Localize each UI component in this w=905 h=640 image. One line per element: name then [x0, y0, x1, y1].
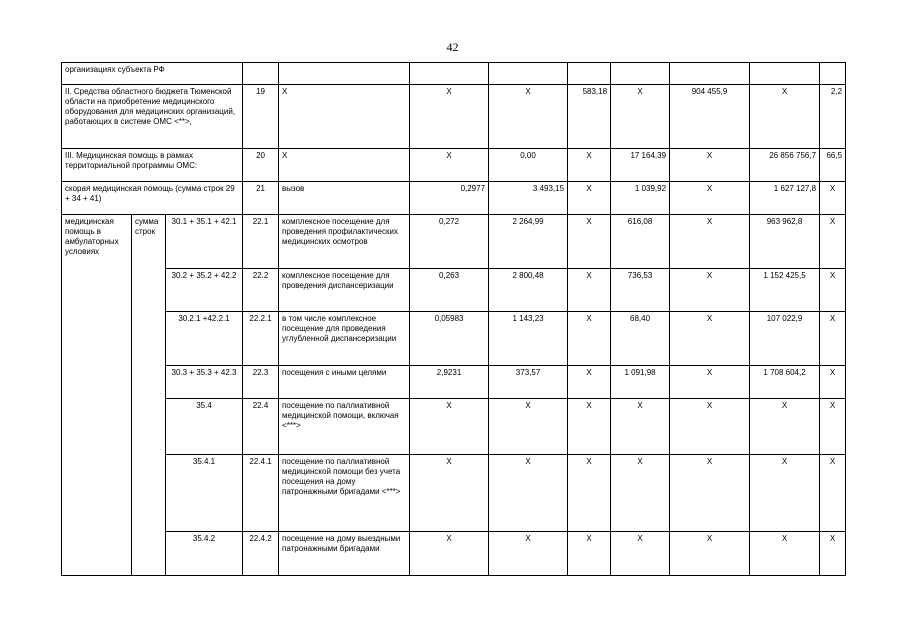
value-cell: X: [820, 366, 846, 399]
value-cell: 0,263: [410, 269, 489, 312]
table-row: [62, 532, 846, 576]
value-cell: X: [670, 149, 750, 182]
table-row: [62, 455, 846, 532]
table-row: [62, 63, 846, 85]
value-cell: X: [410, 399, 489, 455]
value-cell: X: [410, 85, 489, 149]
value-cell: X: [568, 455, 611, 532]
line-number: 19: [243, 85, 279, 149]
value-cell: X: [670, 269, 750, 312]
value-cell: X: [670, 312, 750, 366]
value-cell: X: [568, 215, 611, 269]
value-cell: X: [568, 269, 611, 312]
value-cell: 1 091,98: [611, 366, 670, 399]
sum-formula: 35.4.1: [166, 455, 243, 532]
value-cell: 2 264,99: [489, 215, 568, 269]
sum-formula: 35.4.2: [166, 532, 243, 576]
value-cell: X: [611, 532, 670, 576]
value-cell: X: [670, 182, 750, 215]
table-row: [62, 312, 846, 366]
value-cell: 373,57: [489, 366, 568, 399]
value-cell: X: [611, 455, 670, 532]
value-cell: 0,05983: [410, 312, 489, 366]
value-cell: X: [820, 532, 846, 576]
value-cell: 736,53: [611, 269, 670, 312]
value-cell: X: [670, 532, 750, 576]
table-row: [62, 182, 846, 215]
value-cell: X: [670, 366, 750, 399]
value-cell: X: [568, 182, 611, 215]
value-cell: X: [611, 399, 670, 455]
unit-cell: X: [279, 85, 410, 149]
value-cell: 1 039,92: [611, 182, 670, 215]
unit-cell: комплексное посещение для проведения профилактических медицинских осмотров: [279, 215, 410, 269]
value-cell: 1 627 127,8: [750, 182, 820, 215]
sum-formula: 35.4: [166, 399, 243, 455]
value-cell: X: [489, 85, 568, 149]
value-cell: X: [820, 269, 846, 312]
unit-cell: посещение по паллиативной медицинской помощи, включая <***>: [279, 399, 410, 455]
value-cell: 904 455,9: [670, 85, 750, 149]
value-cell: 66,5: [820, 149, 846, 182]
sum-formula: 30.2 + 35.2 + 42.2: [166, 269, 243, 312]
line-number: 22.4.1: [243, 455, 279, 532]
value-cell: 17 164,39: [611, 149, 670, 182]
value-cell: X: [568, 532, 611, 576]
row-name: организациях субъекта РФ: [62, 63, 243, 85]
value-cell: X: [820, 182, 846, 215]
sum-formula: 30.2.1 +42.2.1: [166, 312, 243, 366]
value-cell: 616,08: [611, 215, 670, 269]
value-cell: 1 708 604,2: [750, 366, 820, 399]
row-name: III. Медицинская помощь в рамках территориальной программы ОМС:: [62, 149, 243, 182]
value-cell: 107 022,9: [750, 312, 820, 366]
value-cell: 1 143,23: [489, 312, 568, 366]
value-cell: 583,18: [568, 85, 611, 149]
unit-cell: посещение по паллиативной медицинской помощи без учета посещения на дому патронажными бригадами <***>: [279, 455, 410, 532]
value-cell: 26 856 756,7: [750, 149, 820, 182]
line-number: 20: [243, 149, 279, 182]
value-cell: 0,2977: [410, 182, 489, 215]
unit-cell: посещения с иными целями: [279, 366, 410, 399]
table-row: [62, 366, 846, 399]
value-cell: X: [489, 532, 568, 576]
line-number: 22.4.2: [243, 532, 279, 576]
value-cell: X: [489, 399, 568, 455]
group-name: медицинская помощь в амбулаторных условиях: [62, 215, 132, 576]
table-row: [62, 215, 846, 269]
sum-formula: 30.3 + 35.3 + 42.3: [166, 366, 243, 399]
value-cell: 0,272: [410, 215, 489, 269]
value-cell: X: [568, 149, 611, 182]
value-cell: X: [489, 455, 568, 532]
value-cell: X: [750, 399, 820, 455]
value-cell: X: [611, 85, 670, 149]
value-cell: X: [670, 399, 750, 455]
value-cell: X: [410, 532, 489, 576]
value-cell: X: [820, 312, 846, 366]
line-number: 22.2.1: [243, 312, 279, 366]
value-cell: X: [820, 399, 846, 455]
line-number: 22.2: [243, 269, 279, 312]
unit-cell: комплексное посещение для проведения диспансеризации: [279, 269, 410, 312]
value-cell: 2 800,48: [489, 269, 568, 312]
line-number: 22.4: [243, 399, 279, 455]
group-sum-label: сумма строк: [132, 215, 166, 576]
unit-cell: вызов: [279, 182, 410, 215]
row-name: II. Средства областного бюджета Тюменской области на приобретение медицинского оборудования для медицинских организаций, работающих в системе ОМС <**>,: [62, 85, 243, 149]
line-number: 21: [243, 182, 279, 215]
value-cell: 1 152 425,5: [750, 269, 820, 312]
unit-cell: в том числе комплексное посещение для проведения углубленной диспансеризации: [279, 312, 410, 366]
row-name: скорая медицинская помощь (сумма строк 29 + 34 + 41): [62, 182, 243, 215]
value-cell: 3 493,15: [489, 182, 568, 215]
value-cell: 2,2: [820, 85, 846, 149]
sum-formula: 30.1 + 35.1 + 42.1: [166, 215, 243, 269]
page-number: 42: [446, 40, 459, 54]
budget-table: [61, 62, 846, 576]
value-cell: X: [820, 455, 846, 532]
unit-cell: X: [279, 149, 410, 182]
value-cell: X: [750, 455, 820, 532]
value-cell: X: [670, 455, 750, 532]
value-cell: X: [568, 399, 611, 455]
table-row: [62, 149, 846, 182]
value-cell: X: [410, 149, 489, 182]
value-cell: X: [410, 455, 489, 532]
table-row: [62, 85, 846, 149]
table-row: [62, 269, 846, 312]
unit-cell: посещение на дому выездными патронажными бригадами: [279, 532, 410, 576]
value-cell: X: [750, 85, 820, 149]
value-cell: 0,00: [489, 149, 568, 182]
value-cell: 68,40: [611, 312, 670, 366]
table-row: [62, 399, 846, 455]
value-cell: X: [568, 366, 611, 399]
line-number: 22.1: [243, 215, 279, 269]
line-number: 22.3: [243, 366, 279, 399]
value-cell: 963 962,8: [750, 215, 820, 269]
value-cell: X: [568, 312, 611, 366]
value-cell: 2,9231: [410, 366, 489, 399]
value-cell: X: [670, 215, 750, 269]
value-cell: X: [750, 532, 820, 576]
value-cell: X: [820, 215, 846, 269]
